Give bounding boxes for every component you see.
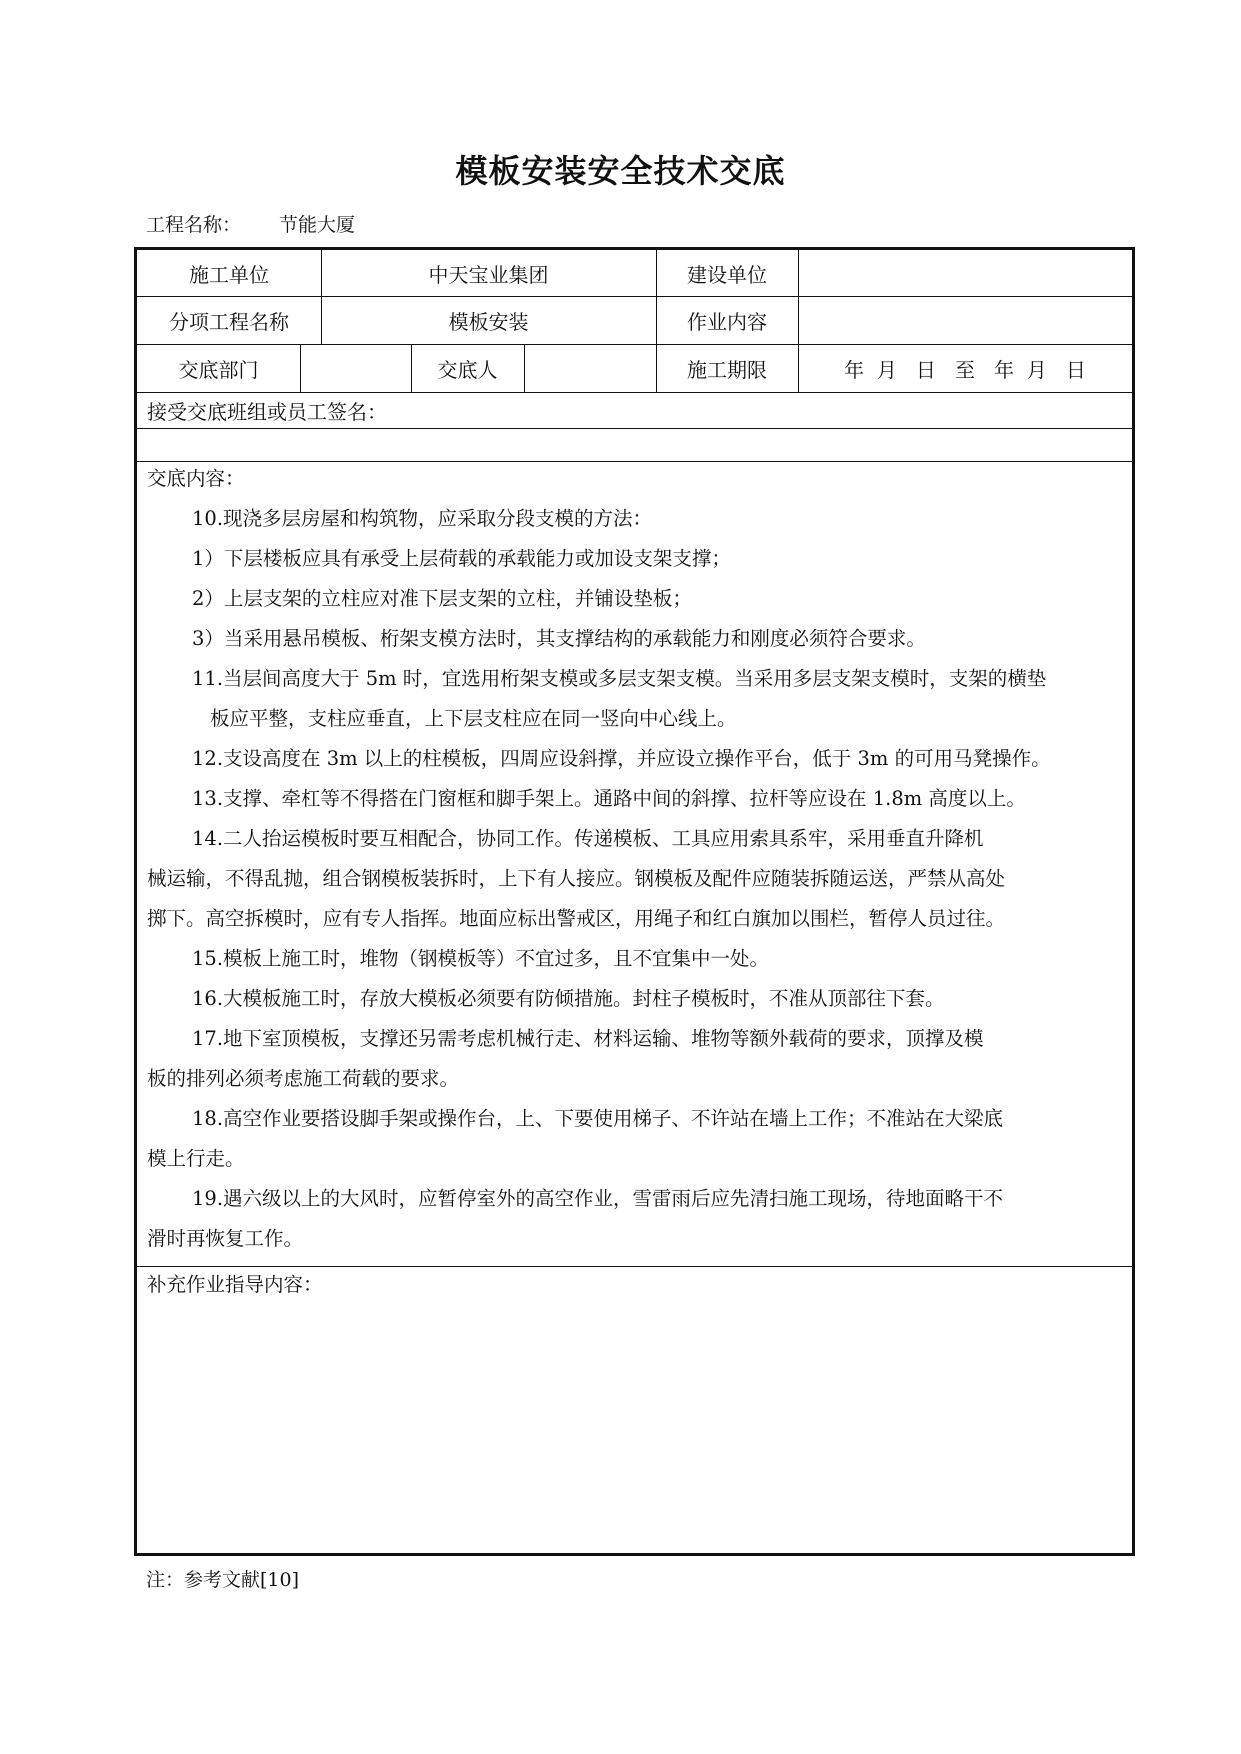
content-line: 模上行走。 xyxy=(147,1147,245,1170)
row-divider xyxy=(137,461,1132,462)
supplement-label: 补充作业指导内容： xyxy=(147,1273,323,1296)
value-discloser xyxy=(524,344,656,392)
row-divider xyxy=(137,1266,1132,1267)
project-name: 节能大厦 xyxy=(279,214,356,236)
content-line: 12.支设高度在 3m 以上的柱模板，四周应设斜撑，并应设立操作平台，低于 3m 的可用马凳操作。 xyxy=(192,747,1051,770)
content-line: 13.支撑、牵杠等不得搭在门窗框和脚手架上。通路中间的斜撑、拉杆等应设在 1.8m 高度以上。 xyxy=(192,787,1026,810)
content-line: 18.高空作业要搭设脚手架或操作台，上、下要使用梯子、不许站在墙上工作；不准站在大梁底 xyxy=(192,1107,1004,1130)
value-disclosure-dept xyxy=(300,344,411,392)
label-construction-unit: 施工单位 xyxy=(189,262,269,287)
content-line: 3）当采用悬吊模板、桁架支模方法时，其支撑结构的承载能力和刚度必须符合要求。 xyxy=(192,627,926,650)
content-line: 板的排列必须考虑施工荷载的要求。 xyxy=(147,1067,460,1090)
project-line xyxy=(146,210,355,237)
content-line: 板应平整，支柱应垂直，上下层支柱应在同一竖向中心线上。 xyxy=(210,707,737,730)
content-line: 17.地下室顶模板，支撑还另需考虑机械行走、材料运输、堆物等额外载荷的要求，顶撑及模 xyxy=(192,1027,984,1050)
content-line: 11.当层间高度大于 5m 时，宜选用桁架支模或多层支架支模。当采用多层支架支模时，支架的横垫 xyxy=(192,667,1047,690)
value-sub-project: 模板安装 xyxy=(448,309,529,334)
label-discloser: 交底人 xyxy=(437,357,498,382)
reference-note: 注：参考文献[10] xyxy=(146,1569,300,1591)
signature-label: 接受交底班组或员工签名： xyxy=(147,399,387,424)
value-owner-unit xyxy=(798,250,1132,296)
page-title: 模板安装安全技术交底 xyxy=(455,152,786,190)
value-construction-period: 年 月 日 至 年 月 日 xyxy=(844,357,1086,382)
label-work-content: 作业内容 xyxy=(687,309,767,334)
disclosure-table xyxy=(134,247,1135,1556)
content-line: 掷下。高空拆模时，应有专人指挥。地面应标出警戒区，用绳子和红白旗加以围栏，暂停人员过往。 xyxy=(147,907,1006,930)
content-line: 械运输，不得乱抛，组合钢模板装拆时，上下有人接应。钢模板及配件应随装拆随运送，严禁从高处 xyxy=(147,867,1006,890)
content-line: 2）上层支架的立柱应对准下层支架的立柱，并铺设垫板； xyxy=(192,587,692,610)
label-disclosure-dept: 交底部门 xyxy=(178,357,259,382)
content-line: 14.二人抬运模板时要互相配合，协同工作。传递模板、工具应用索具系牢，采用垂直升降机 xyxy=(192,827,984,850)
content-line: 15.模板上施工时，堆物（钢模板等）不宜过多，且不宜集中一处。 xyxy=(192,947,770,970)
project-label: 工程名称： xyxy=(146,214,242,236)
content-label: 交底内容： xyxy=(147,467,245,490)
value-construction-unit: 中天宝业集团 xyxy=(428,262,549,287)
content-line: 19.遇六级以上的大风时，应暂停室外的高空作业，雪雷雨后应先清扫施工现场，待地面略干不 xyxy=(192,1187,1004,1210)
row-divider xyxy=(137,428,1132,429)
content-line: 10.现浇多层房屋和构筑物，应采取分段支模的方法： xyxy=(192,507,653,530)
content-line: 1）下层楼板应具有承受上层荷载的承载能力或加设支架支撑； xyxy=(192,547,731,570)
label-owner-unit: 建设单位 xyxy=(687,262,767,287)
value-work-content xyxy=(798,296,1132,344)
content-line: 滑时再恢复工作。 xyxy=(147,1227,304,1250)
label-construction-period: 施工期限 xyxy=(687,357,767,382)
content-line: 16.大模板施工时，存放大模板必须要有防倾措施。封柱子模板时，不准从顶部往下套。 xyxy=(192,987,945,1010)
label-sub-project: 分项工程名称 xyxy=(169,309,289,334)
